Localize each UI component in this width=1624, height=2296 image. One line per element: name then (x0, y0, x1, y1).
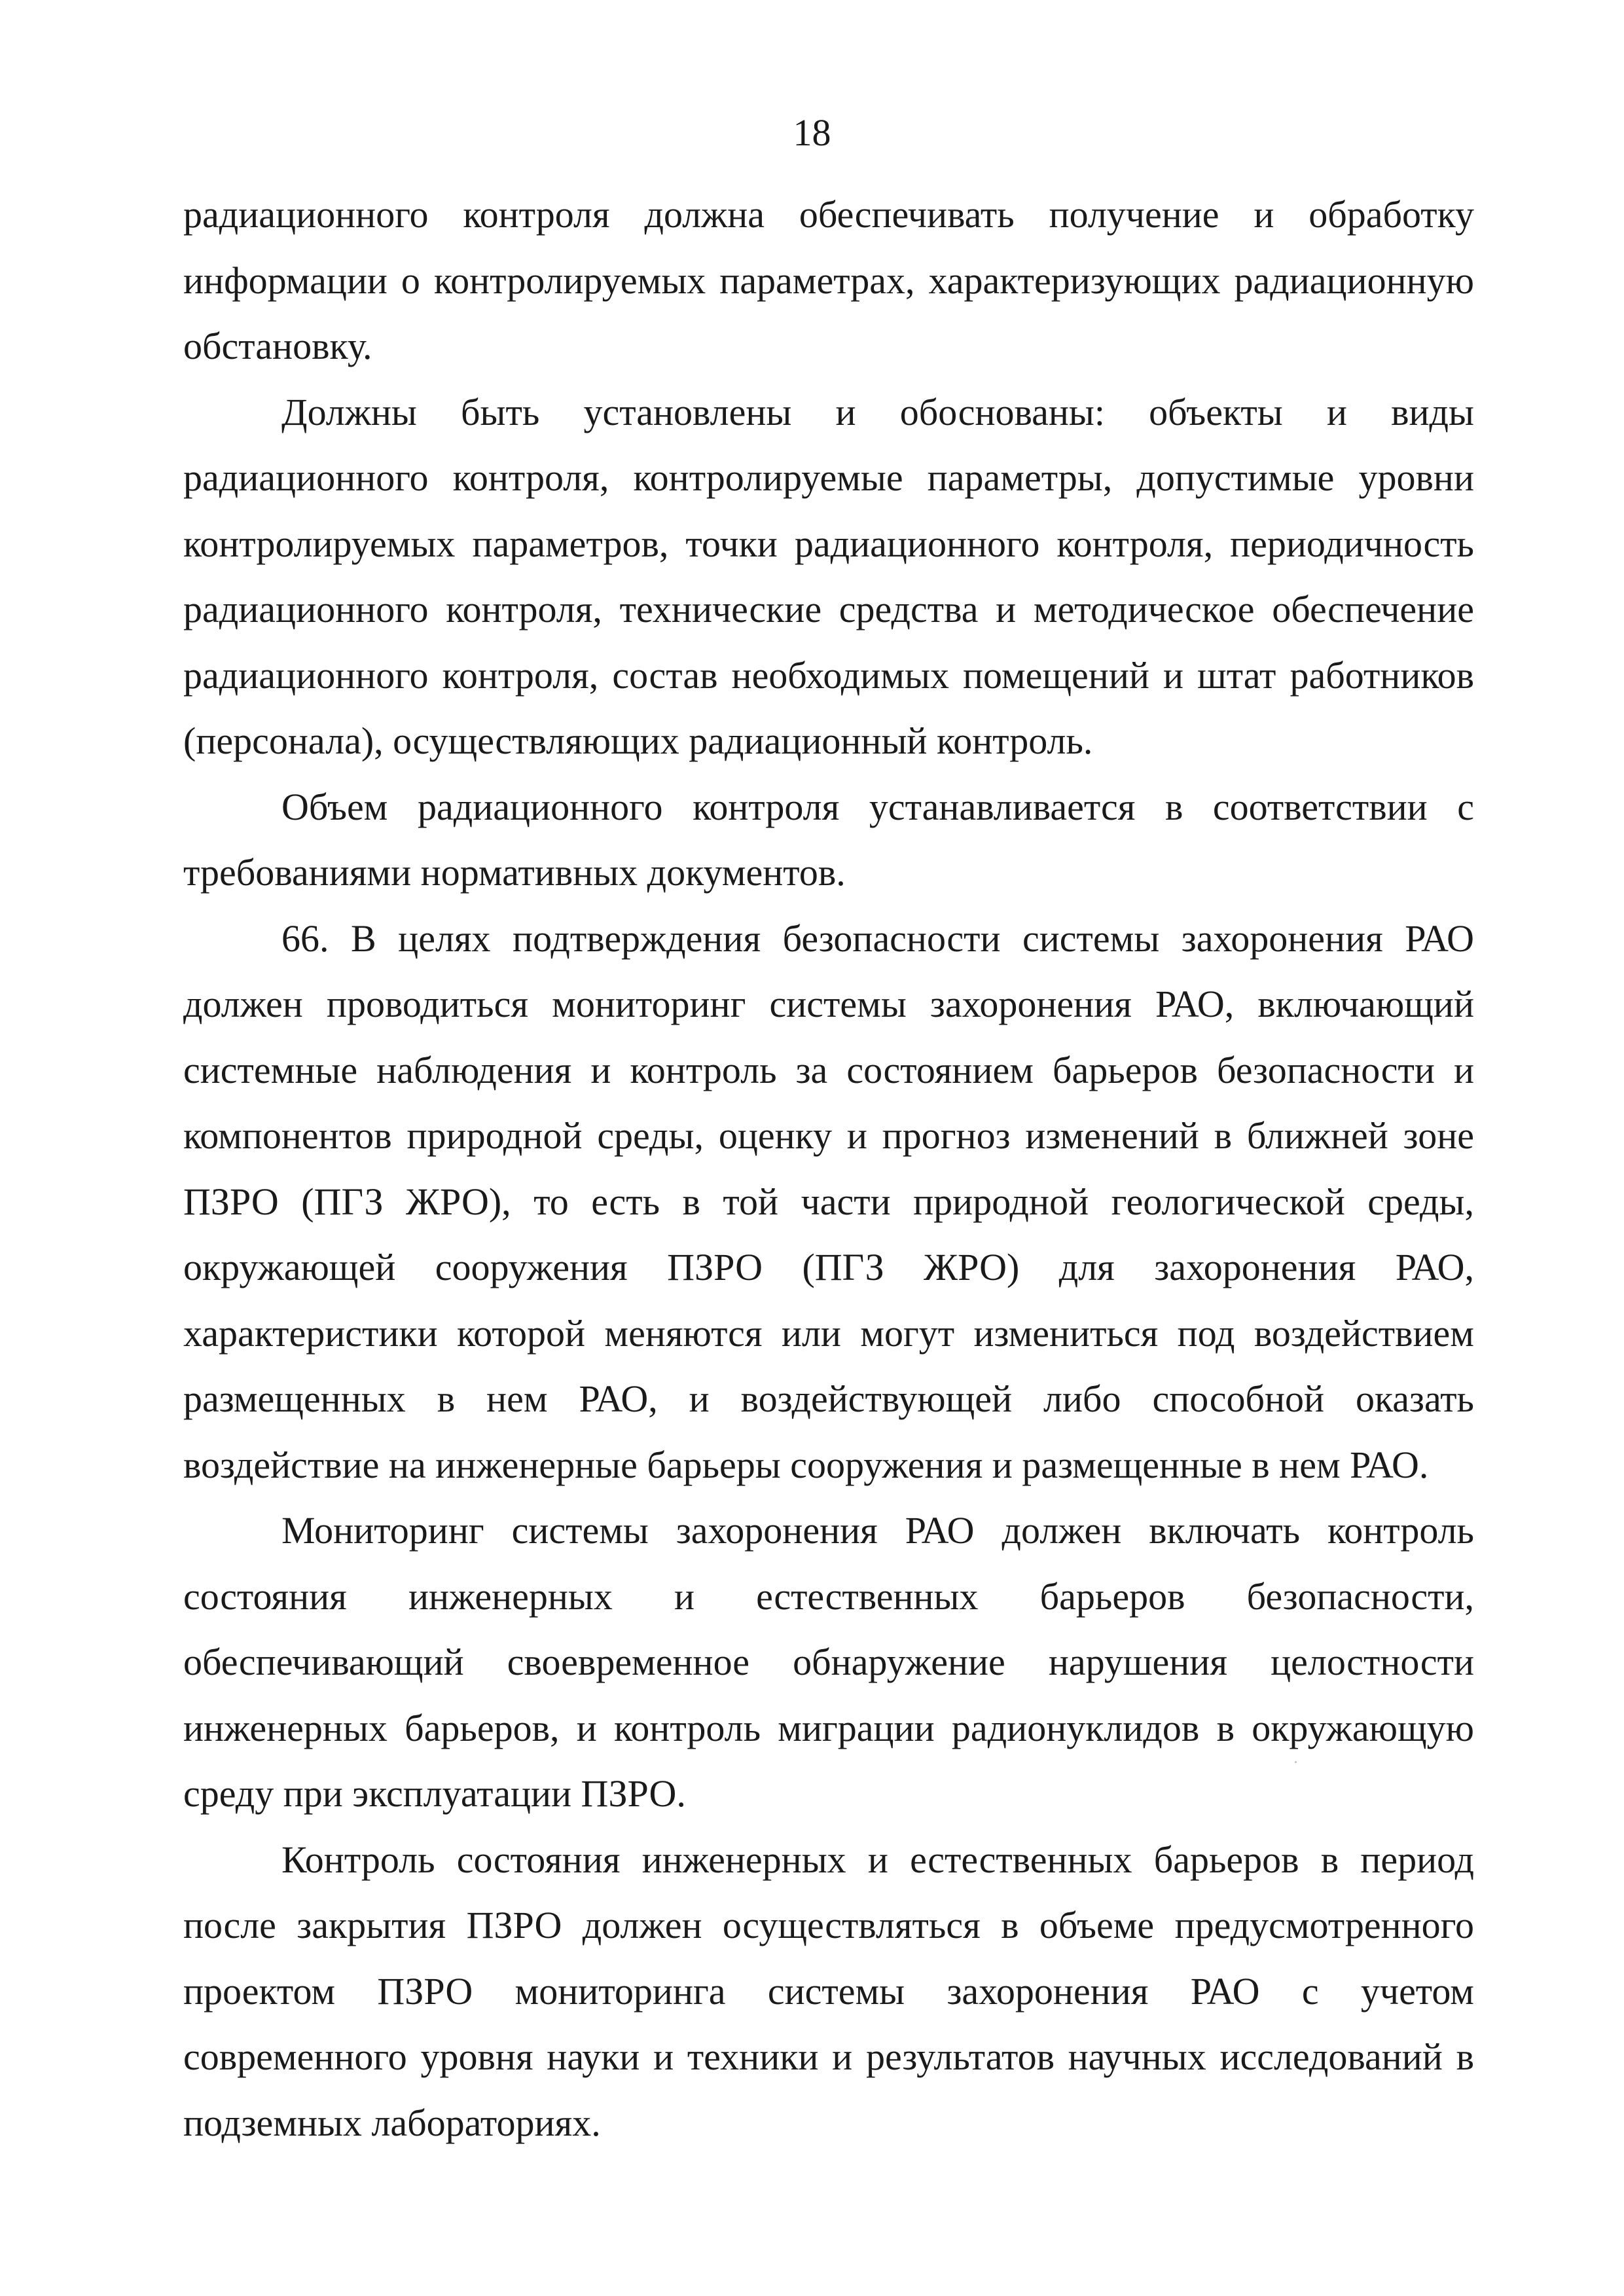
scan-speck (1295, 1761, 1297, 1763)
paragraph-post-closure-control: Контроль состояния инженерных и естественных барьеров в период после закрытия ПЗРО должен осуществляться в объеме предусмотренного проектом ПЗРО мониторинга системы захоронения РАО с учетом современного уровня науки и техники и результатов научных исследований в подземных лабораториях. (183, 1838, 1474, 2144)
page-number: 18 (793, 111, 831, 154)
paragraph-radiation-control-info: радиационного контроля должна обеспечивать получение и обработку информации о контролируемых параметрах, характеризующих радиационную обстановку. (183, 193, 1474, 367)
paragraph-established-objects: Должны быть установлены и обоснованы: объекты и виды радиационного контроля, контролируемые параметры, допустимые уровни контролируемых параметров, точки радиационного контроля, периодичность радиационного контроля, технические средства и методическое обеспечение радиационного контроля, состав необходимых помещений и штат работников (персонала), осуществляющих радиационный контроль. (183, 390, 1474, 762)
paragraph-control-scope: Объем радиационного контроля устанавливается в соответствии с требованиями нормативных документов. (183, 785, 1474, 894)
document-body (183, 182, 1474, 2156)
paragraph-monitoring-barriers: Мониторинг системы захоронения РАО должен включать контроль состояния инженерных и естественных барьеров безопасности, обеспечивающий своевременное обнаружение нарушения целостности инженерных барьеров, и контроль миграции радионуклидов в окружающую среду при эксплуатации ПЗРО. (183, 1509, 1474, 1815)
paragraph-item-66-monitoring: 66. В целях подтверждения безопасности системы захоронения РАО должен проводиться мониторинг системы захоронения РАО, включающий системные наблюдения и контроль за состоянием барьеров безопасности и компонентов природной среды, оценку и прогноз изменений в ближней зоне ПЗРО (ПГЗ ЖРО), то есть в той части природной геологической среды, окружающей сооружения ПЗРО (ПГЗ ЖРО) для захоронения РАО, характеристики которой меняются или могут измениться под воздействием размещенных в нем РАО, и воздействующей либо способной оказать воздействие на инженерные барьеры сооружения и размещенные в нем РАО. (183, 917, 1474, 1486)
